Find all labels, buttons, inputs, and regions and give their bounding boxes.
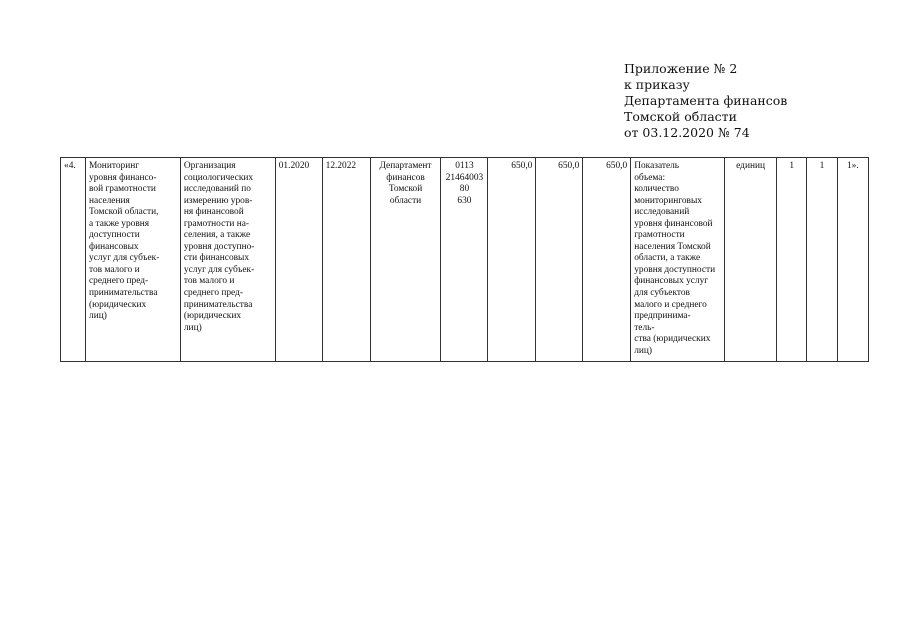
amount-cell-1: 650,0 [536, 158, 583, 362]
measures-table [60, 157, 869, 362]
appendix-order-line: к приказу [624, 77, 690, 92]
budget-code-cell: 0113 2146400380 630 [441, 158, 488, 362]
value-cell-1: 1 [777, 158, 807, 362]
activity-cell: Организация социологических исследований по измерению уров- ня финансовой грамотности на- селения, а также уровня доступно- сти финансовых услуг для субъек- тов малого и среднего пред- принимательства (юридических лиц) [180, 158, 275, 362]
amount-cell-2: 650,0 [583, 158, 631, 362]
value-cell-2: 1 [807, 158, 837, 362]
appendix-date-line: от 03.12.2020 № 74 [624, 125, 750, 140]
amount-total-cell: 650,0 [488, 158, 536, 362]
row-number-cell: «4. [61, 158, 86, 362]
value-cell-3: 1». [837, 158, 868, 362]
appendix-department-line: Департамента финансов [624, 93, 788, 108]
table-row [61, 158, 869, 362]
appendix-title: Приложение № 2 [624, 61, 738, 76]
appendix-header [624, 61, 787, 141]
start-date-cell: 01.2020 [275, 158, 322, 362]
unit-cell: единиц [725, 158, 777, 362]
event-name-cell: Мониторинг уровня финансо- вой грамотности населения Томской области, а также уровня доступности финансовых услуг для субъек- тов малого и среднего пред- принимательства (юридических лиц) [86, 158, 181, 362]
end-date-cell: 12.2022 [322, 158, 370, 362]
appendix-region-line: Томской области [624, 109, 737, 124]
indicator-cell: Показатель объема: количество мониторинговых исследований уровня финансовой грамотности населения Томской области, а также уровня доступности финансовых услуг для субъектов малого и среднего предпринима- тель- ства (юридических лиц) [631, 158, 725, 362]
executor-cell: Департамент финансов Томской области [370, 158, 441, 362]
